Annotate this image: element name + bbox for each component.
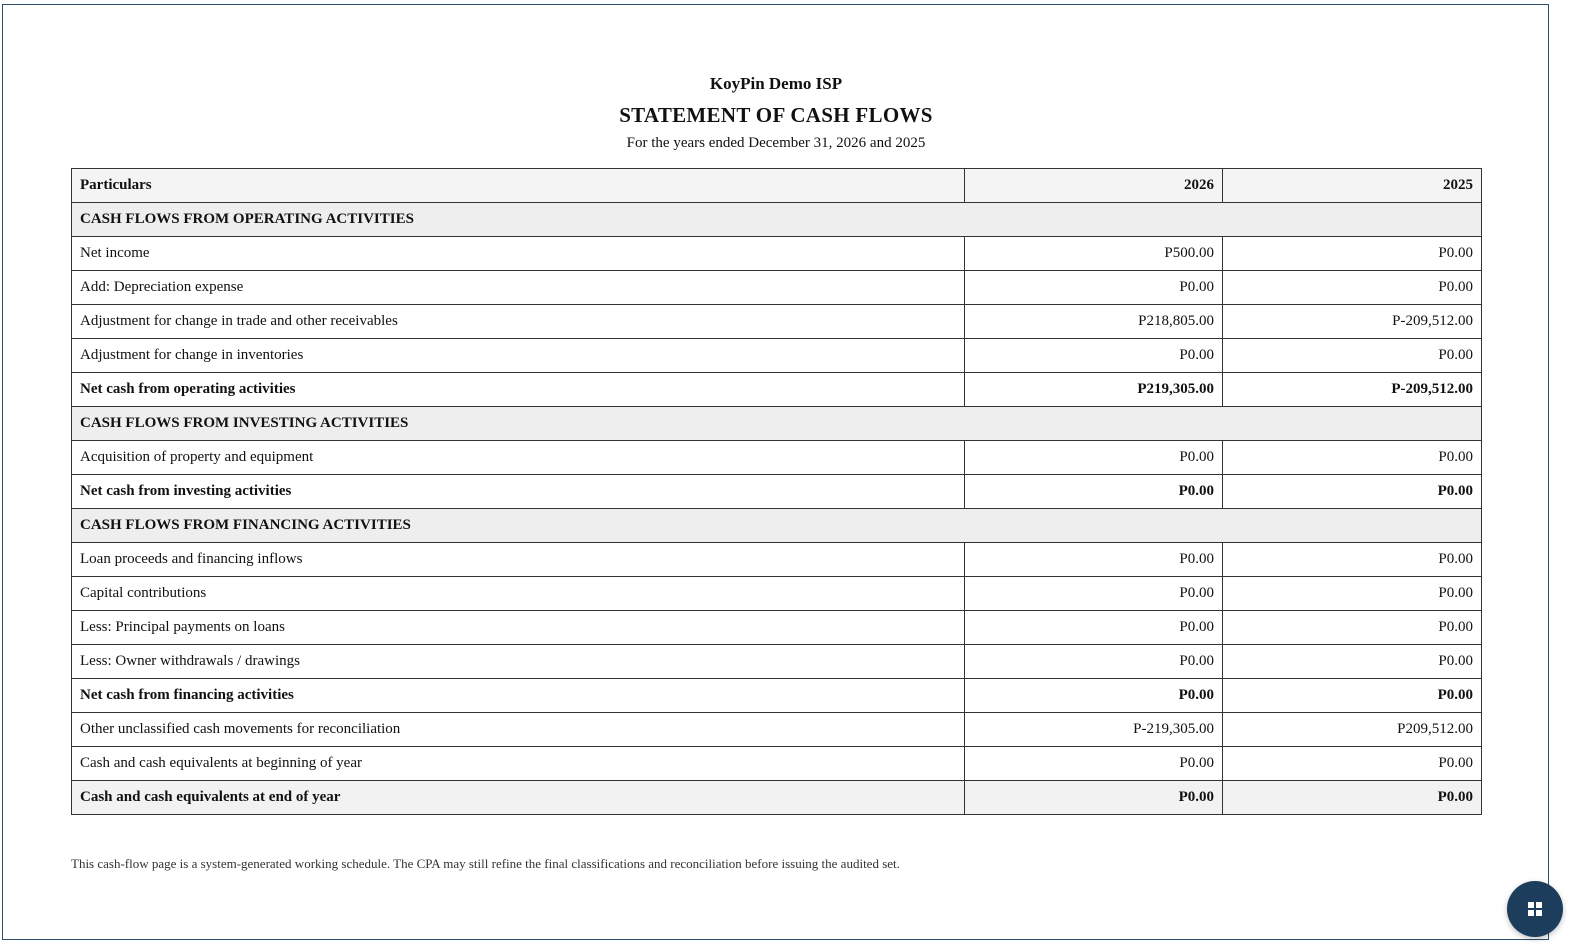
row-label: Cash and cash equivalents at end of year [72,781,965,815]
table-row [72,339,1482,373]
section-row [72,407,1482,441]
cash-flow-table [71,168,1482,815]
subtotal-row [72,475,1482,509]
table-row [72,645,1482,679]
section-label: CASH FLOWS FROM INVESTING ACTIVITIES [72,407,1482,441]
row-label: Adjustment for change in trade and other receivables [72,305,965,339]
amount-2026: P0.00 [965,611,1223,645]
table-row [72,305,1482,339]
row-label: Capital contributions [72,577,965,611]
amount-2025: P0.00 [1223,475,1482,509]
header-particulars: Particulars [72,169,965,203]
table-row [72,747,1482,781]
amount-2025: P0.00 [1223,339,1482,373]
amount-2026: P0.00 [965,339,1223,373]
row-label: Net cash from investing activities [72,475,965,509]
amount-2025: P0.00 [1223,781,1482,815]
amount-2025: P0.00 [1223,543,1482,577]
row-label: Other unclassified cash movements for reconciliation [72,713,965,747]
amount-2025: P0.00 [1223,577,1482,611]
table-row [72,441,1482,475]
company-name: KoyPin Demo ISP [709,74,843,93]
report-title: STATEMENT OF CASH FLOWS [619,103,933,127]
amount-2025: P0.00 [1223,237,1482,271]
table-header-row [72,169,1482,203]
section-label: CASH FLOWS FROM FINANCING ACTIVITIES [72,509,1482,543]
section-label: CASH FLOWS FROM OPERATING ACTIVITIES [72,203,1482,237]
row-label: Net income [72,237,965,271]
subtotal-row [72,373,1482,407]
table-row [72,577,1482,611]
amount-2025: P-209,512.00 [1223,305,1482,339]
scrollbar-area [1550,0,1574,952]
table-body [72,203,1482,815]
table-row [72,543,1482,577]
row-label: Net cash from financing activities [72,679,965,713]
row-label: Acquisition of property and equipment [72,441,965,475]
table-row [72,271,1482,305]
row-label: Less: Principal payments on loans [72,611,965,645]
table-row [72,713,1482,747]
row-label: Loan proceeds and financing inflows [72,543,965,577]
header-2025: 2025 [1223,169,1482,203]
amount-2025: P0.00 [1223,271,1482,305]
amount-2025: P0.00 [1223,645,1482,679]
amount-2025: P0.00 [1223,441,1482,475]
amount-2025: P209,512.00 [1223,713,1482,747]
floating-menu-button[interactable] [1507,881,1563,937]
amount-2026: P-219,305.00 [965,713,1223,747]
table-row [72,237,1482,271]
header-2026: 2026 [965,169,1223,203]
grid-icon [1526,900,1544,918]
amount-2026: P0.00 [965,543,1223,577]
subtotal-row [72,679,1482,713]
amount-2025: P0.00 [1223,611,1482,645]
amount-2025: P0.00 [1223,747,1482,781]
row-label: Adjustment for change in inventories [72,339,965,373]
footnote: This cash-flow page is a system-generated working schedule. The CPA may still refine the final classifications and reconciliation before issuing the audited set. [71,856,900,871]
row-label: Add: Depreciation expense [72,271,965,305]
amount-2026: P500.00 [965,237,1223,271]
amount-2026: P0.00 [965,645,1223,679]
amount-2026: P0.00 [965,577,1223,611]
grand-total-row [72,781,1482,815]
report-period: For the years ended December 31, 2026 and 2025 [626,135,926,151]
section-row [72,509,1482,543]
amount-2025: P0.00 [1223,679,1482,713]
amount-2026: P0.00 [965,747,1223,781]
row-label: Less: Owner withdrawals / drawings [72,645,965,679]
section-row [72,203,1482,237]
amount-2026: P0.00 [965,271,1223,305]
row-label: Net cash from operating activities [72,373,965,407]
amount-2026: P0.00 [965,781,1223,815]
amount-2026: P0.00 [965,679,1223,713]
amount-2026: P0.00 [965,441,1223,475]
table-row [72,611,1482,645]
amount-2026: P219,305.00 [965,373,1223,407]
row-label: Cash and cash equivalents at beginning of year [72,747,965,781]
amount-2026: P218,805.00 [965,305,1223,339]
amount-2026: P0.00 [965,475,1223,509]
amount-2025: P-209,512.00 [1223,373,1482,407]
